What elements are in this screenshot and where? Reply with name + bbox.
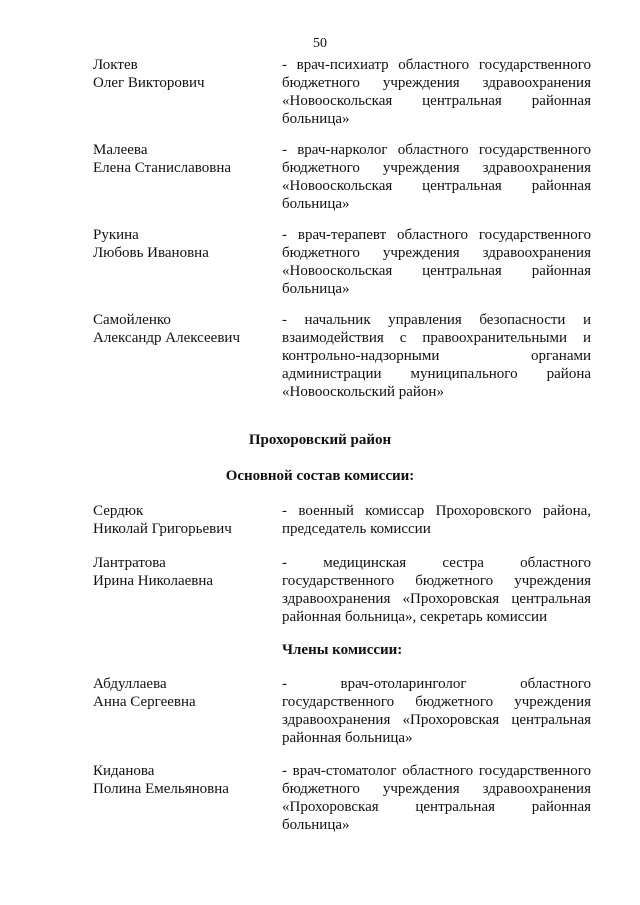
person-role: - врач-нарколог областного государственного бюджетного учреждения здравоохранения «Новооскольская центральная районная больница» [282, 142, 591, 212]
given-names: Полина Емельяновна [93, 781, 229, 797]
page-number: 50 [313, 36, 327, 51]
person-name [93, 675, 278, 711]
person-name [93, 502, 278, 538]
given-names: Любовь Ивановна [93, 245, 209, 261]
person-role: - врач-отоларинголог областного государственного бюджетного учреждения здравоохранения «Прохоровская центральная районная больница» [282, 676, 591, 746]
surname: Малеева [93, 142, 148, 158]
person-name [93, 762, 278, 798]
members-heading: Члены комиссии: [282, 642, 403, 658]
person-name [93, 141, 278, 177]
given-names: Ирина Николаевна [93, 573, 214, 589]
person-name [93, 56, 278, 92]
person-role: - начальник управления безопасности и взаимодействия с правоохранительными и контрольно-надзорными органами администрации муниципального района «Новооскольский район» [282, 312, 591, 400]
given-names: Олег Викторович [93, 75, 205, 91]
surname: Сердюк [93, 503, 144, 519]
given-names: Елена Станиславовна [93, 160, 232, 176]
surname: Лантратова [93, 555, 166, 571]
surname: Самойленко [93, 312, 171, 328]
person-role: - медицинская сестра областного государственного бюджетного учреждения здравоохранения «Прохоровская центральная районная больница», секретарь комиссии [282, 555, 591, 625]
person-role: - военный комиссар Прохоровского района, председатель комиссии [282, 503, 591, 537]
given-names: Анна Сергеевна [93, 694, 196, 710]
person-name [93, 311, 278, 347]
person-role: - врач-психиатр областного государственного бюджетного учреждения здравоохранения «Новооскольская центральная районная больница» [282, 57, 591, 127]
person-role: - врач-терапевт областного государственного бюджетного учреждения здравоохранения «Новооскольская центральная районная больница» [282, 227, 591, 297]
district-heading: Прохоровский район [248, 432, 392, 448]
surname: Рукина [93, 227, 139, 243]
main-composition-heading: Основной состав комиссии: [225, 468, 415, 484]
surname: Абдуллаева [93, 676, 167, 692]
surname: Киданова [93, 763, 155, 779]
surname: Локтев [93, 57, 138, 73]
given-names: Николай Григорьевич [93, 521, 232, 537]
person-role: - врач-стоматолог областного государственного бюджетного учреждения здравоохранения «Прохоровская центральная районная больница» [282, 763, 591, 833]
given-names: Александр Алексеевич [93, 330, 240, 346]
person-name [93, 226, 278, 262]
person-name [93, 554, 278, 590]
